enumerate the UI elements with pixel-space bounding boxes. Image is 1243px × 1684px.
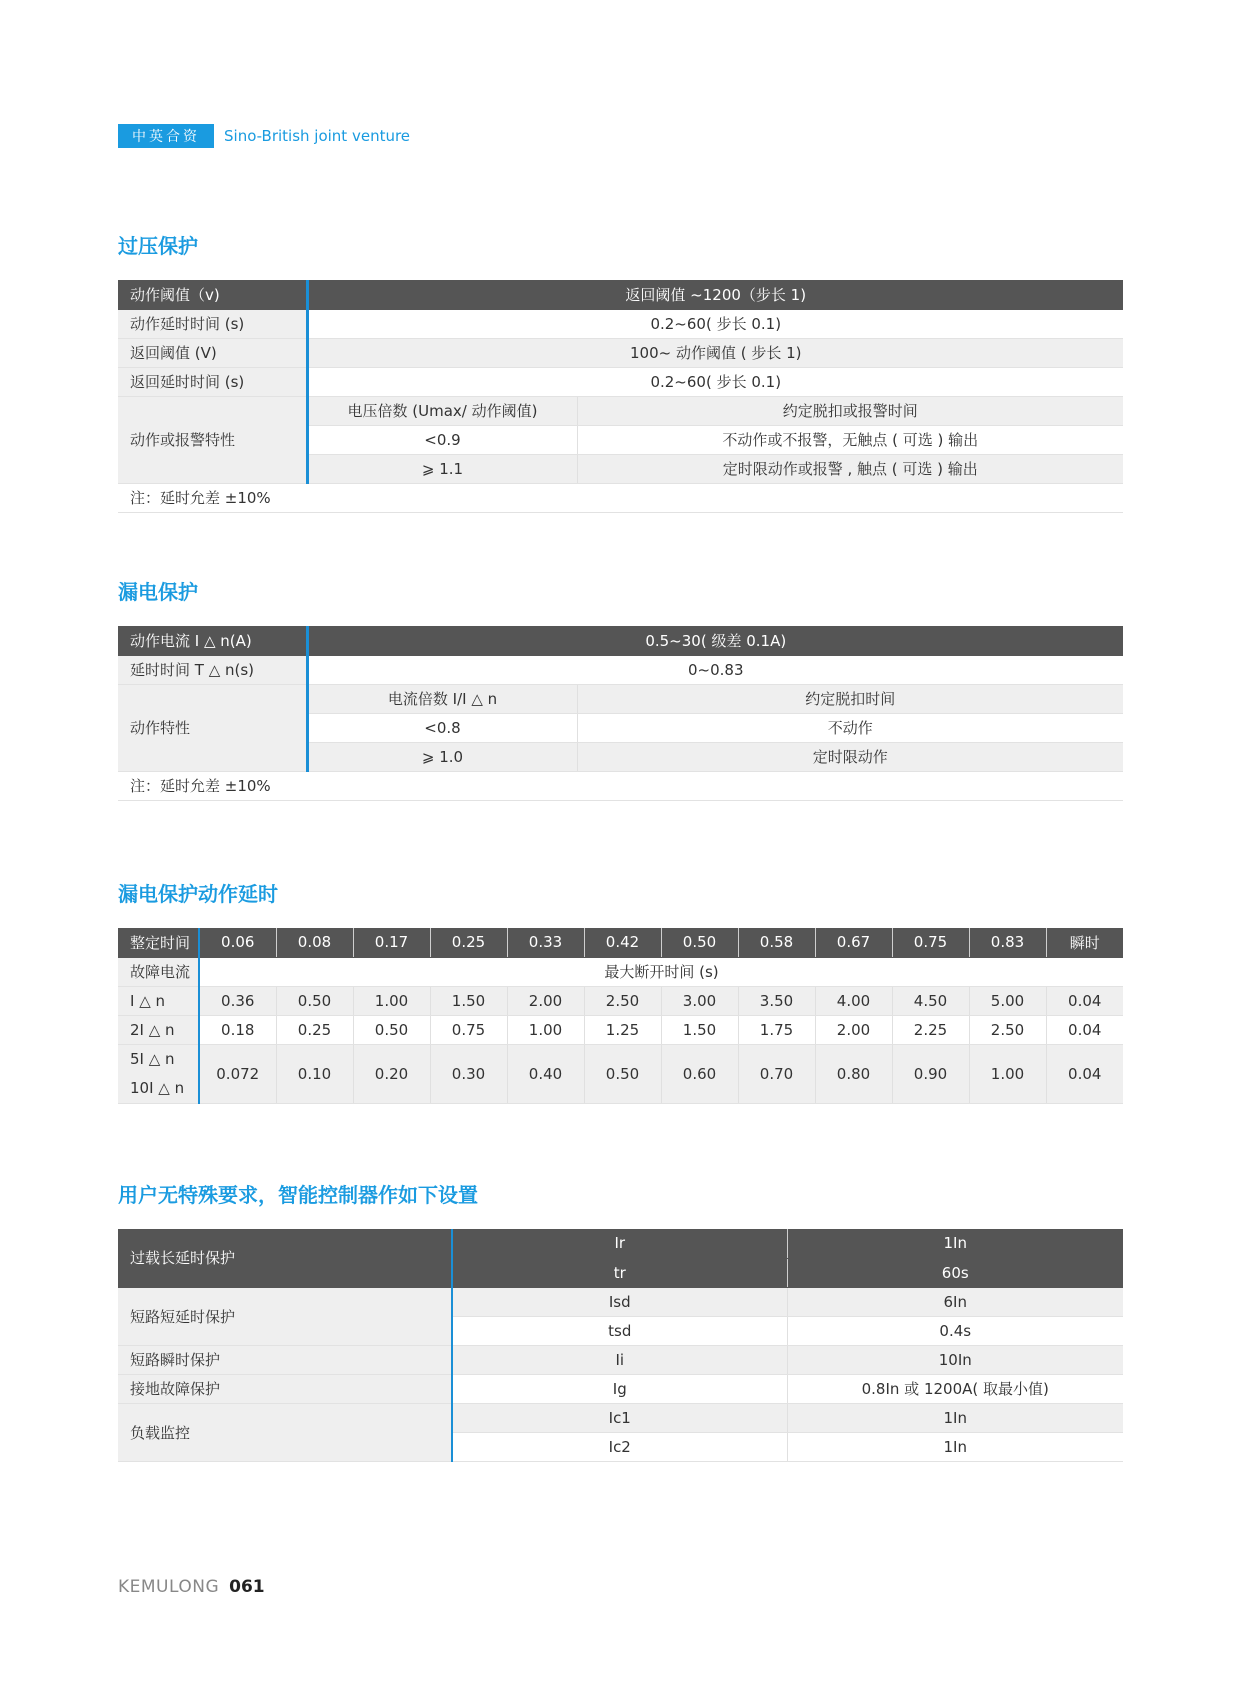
table-row — [118, 957, 1123, 986]
time-header: 0.67 — [815, 928, 892, 957]
row-value: 0.2~60( 步长 0.1) — [307, 309, 1123, 338]
table-row — [118, 928, 1123, 957]
cell: 0.75 — [430, 1015, 507, 1044]
char-header: 电流倍数 I/I △ n — [307, 684, 577, 713]
cell: 0.072 — [199, 1044, 276, 1103]
row-label: 动作电流 I △ n(A) — [118, 626, 307, 655]
time-header: 0.83 — [969, 928, 1046, 957]
time-header: 0.06 — [199, 928, 276, 957]
row-label: 返回延时时间 (s) — [118, 367, 307, 396]
cell: 1.00 — [507, 1015, 584, 1044]
char-header: 电压倍数 (Umax/ 动作阈值) — [307, 396, 577, 425]
row-label: 动作阈值（v) — [118, 280, 307, 309]
cell: 3.00 — [661, 986, 738, 1015]
cell: 0.80 — [815, 1044, 892, 1103]
param: tsd — [452, 1316, 787, 1345]
table-row — [118, 396, 1123, 425]
param: Ic2 — [452, 1432, 787, 1461]
cell: 1.00 — [353, 986, 430, 1015]
param: tr — [452, 1258, 787, 1287]
group-label: 接地故障保护 — [118, 1374, 452, 1403]
characteristic-label: 动作特性 — [118, 684, 307, 771]
row-label: 延时时间 T △ n(s) — [118, 655, 307, 684]
note: 注：延时允差 ±10% — [118, 771, 1123, 800]
cell: 0.40 — [507, 1044, 584, 1103]
footer-brand: KEMULONG — [118, 1577, 220, 1597]
char-header: 约定脱扣时间 — [577, 684, 1123, 713]
header-label: 整定时间 — [118, 928, 199, 957]
cell: 2.00 — [815, 1015, 892, 1044]
table-row — [118, 367, 1123, 396]
row-label: 返回阈值 (V) — [118, 338, 307, 367]
section3-title: 漏电保护动作延时 — [118, 882, 278, 906]
characteristic-label: 动作或报警特性 — [118, 396, 307, 483]
table-row — [118, 1403, 1123, 1432]
char-cell: 定时限动作 — [577, 742, 1123, 771]
merged-label — [118, 1044, 199, 1103]
cell: 1.50 — [430, 986, 507, 1015]
char-header: 约定脱扣或报警时间 — [577, 396, 1123, 425]
param-value: 0.8In 或 1200A( 取最小值) — [787, 1374, 1123, 1403]
note-row — [118, 771, 1123, 800]
cell: 0.04 — [1046, 1015, 1123, 1044]
badge-cn: 中英合资 — [132, 129, 200, 145]
table-row — [118, 280, 1123, 309]
row-value: 0~0.83 — [307, 655, 1123, 684]
table-row — [118, 338, 1123, 367]
table-row — [118, 626, 1123, 655]
row-value: 100~ 动作阈值 ( 步长 1) — [307, 338, 1123, 367]
param-value: 1In — [787, 1229, 1123, 1258]
row-label: 10I △ n — [130, 1078, 185, 1097]
note: 注：延时允差 ±10% — [118, 483, 1123, 512]
param: Ir — [452, 1229, 787, 1258]
section1-title: 过压保护 — [118, 234, 198, 258]
cell: 0.60 — [661, 1044, 738, 1103]
param-value: 1In — [787, 1432, 1123, 1461]
cell: 0.30 — [430, 1044, 507, 1103]
char-cell: 不动作 — [577, 713, 1123, 742]
cell: 1.50 — [661, 1015, 738, 1044]
table-row — [118, 655, 1123, 684]
group-label: 短路短延时保护 — [118, 1287, 452, 1345]
section4-title: 用户无特殊要求，智能控制器作如下设置 — [118, 1183, 478, 1207]
param-value: 6In — [787, 1287, 1123, 1316]
delay-table — [118, 928, 1123, 1104]
param-value: 0.4s — [787, 1316, 1123, 1345]
table-row — [118, 1044, 1123, 1103]
cell: 0.20 — [353, 1044, 430, 1103]
time-header: 0.75 — [892, 928, 969, 957]
table-row — [118, 1229, 1123, 1258]
cell: 0.90 — [892, 1044, 969, 1103]
badge-en: Sino-British joint venture — [224, 127, 411, 145]
time-header: 瞬时 — [1046, 928, 1123, 957]
group-label: 短路瞬时保护 — [118, 1345, 452, 1374]
time-header: 0.50 — [661, 928, 738, 957]
row-label: 5I △ n — [130, 1049, 175, 1068]
cell: 0.18 — [199, 1015, 276, 1044]
cell: 5.00 — [969, 986, 1046, 1015]
table-row — [118, 309, 1123, 338]
char-cell: <0.9 — [307, 425, 577, 454]
time-header: 0.08 — [276, 928, 353, 957]
cell: 0.25 — [276, 1015, 353, 1044]
venture-badge — [118, 124, 214, 148]
row-label: 2I △ n — [118, 1015, 199, 1044]
table-row — [118, 684, 1123, 713]
cell: 3.50 — [738, 986, 815, 1015]
row-value: 0.5~30( 级差 0.1A) — [307, 626, 1123, 655]
note-row — [118, 483, 1123, 512]
row-value: 返回阈值 ~1200（步长 1) — [307, 280, 1123, 309]
table-row — [118, 1374, 1123, 1403]
cell: 2.00 — [507, 986, 584, 1015]
time-header: 0.42 — [584, 928, 661, 957]
default-settings-table — [118, 1229, 1123, 1462]
time-header: 0.33 — [507, 928, 584, 957]
param-value: 1In — [787, 1403, 1123, 1432]
group-label: 负载监控 — [118, 1403, 452, 1461]
cell: 1.25 — [584, 1015, 661, 1044]
cell: 0.70 — [738, 1044, 815, 1103]
param: Ii — [452, 1345, 787, 1374]
table-row — [118, 1287, 1123, 1316]
cell: 1.75 — [738, 1015, 815, 1044]
param: Ig — [452, 1374, 787, 1403]
cell: 2.25 — [892, 1015, 969, 1044]
cell: 1.00 — [969, 1044, 1046, 1103]
cell: 4.00 — [815, 986, 892, 1015]
footer — [118, 1576, 265, 1598]
cell: 2.50 — [969, 1015, 1046, 1044]
overvoltage-table — [118, 280, 1123, 513]
group-label: 过载长延时保护 — [118, 1229, 452, 1287]
param: Ic1 — [452, 1403, 787, 1432]
page-number: 061 — [229, 1577, 265, 1597]
table-row — [118, 1345, 1123, 1374]
fault-label: 故障电流 — [118, 957, 199, 986]
table-row — [118, 986, 1123, 1015]
param-value: 10In — [787, 1345, 1123, 1374]
fault-value: 最大断开时间 (s) — [199, 957, 1123, 986]
row-label: I △ n — [118, 986, 199, 1015]
char-cell: 定时限动作或报警 , 触点 ( 可选 ) 输出 — [577, 454, 1123, 483]
leakage-table — [118, 626, 1123, 801]
param: Isd — [452, 1287, 787, 1316]
cell: 0.50 — [276, 986, 353, 1015]
row-label: 动作延时时间 (s) — [118, 309, 307, 338]
time-header: 0.58 — [738, 928, 815, 957]
table-row — [118, 1015, 1123, 1044]
char-cell: <0.8 — [307, 713, 577, 742]
char-cell: ⩾ 1.0 — [307, 742, 577, 771]
cell: 0.04 — [1046, 1044, 1123, 1103]
section2-title: 漏电保护 — [118, 580, 198, 604]
time-header: 0.25 — [430, 928, 507, 957]
cell: 0.04 — [1046, 986, 1123, 1015]
cell: 0.50 — [584, 1044, 661, 1103]
cell: 4.50 — [892, 986, 969, 1015]
cell: 0.36 — [199, 986, 276, 1015]
cell: 0.50 — [353, 1015, 430, 1044]
row-value: 0.2~60( 步长 0.1) — [307, 367, 1123, 396]
char-cell: 不动作或不报警，无触点 ( 可选 ) 输出 — [577, 425, 1123, 454]
cell: 2.50 — [584, 986, 661, 1015]
cell: 0.10 — [276, 1044, 353, 1103]
char-cell: ⩾ 1.1 — [307, 454, 577, 483]
time-header: 0.17 — [353, 928, 430, 957]
param-value: 60s — [787, 1258, 1123, 1287]
